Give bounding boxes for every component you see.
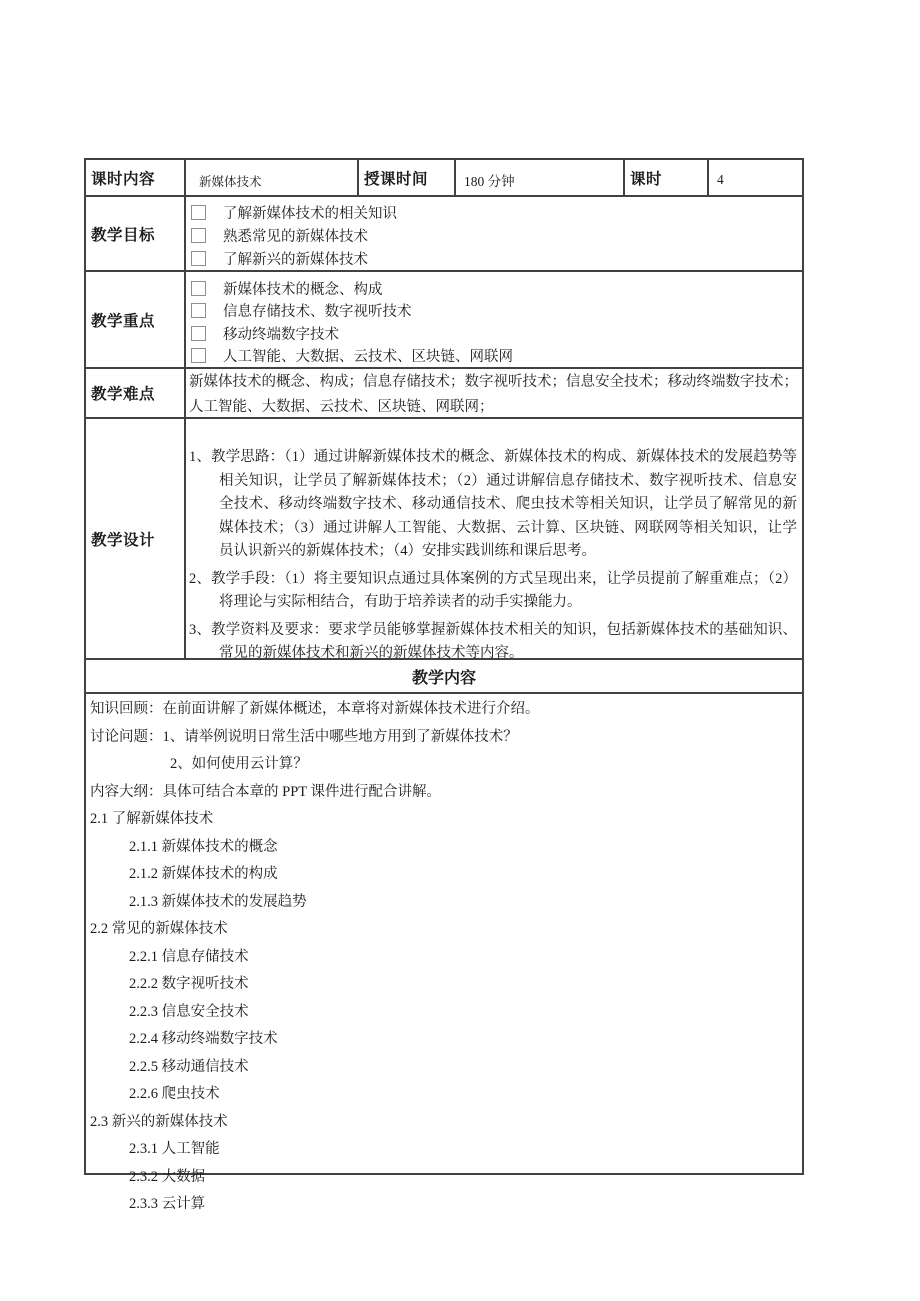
objectives-content — [186, 197, 802, 270]
checkbox-icon — [191, 303, 206, 318]
outline-item-2-2: 2.2 常见的新媒体技术 — [90, 921, 228, 937]
content-line-review: 知识回顾：在前面讲解了新媒体概述，本章将对新媒体技术进行介绍。 — [90, 701, 540, 717]
content-body — [86, 694, 802, 1212]
difficulties-text: 新媒体技术的概念、构成；信息存储技术；数字视听技术；信息安全技术；移动终端数字技术；人工智能、大数据、云技术、区块链、网联网； — [189, 374, 798, 415]
periods-value: 4 — [717, 171, 724, 187]
teach-time-label: 授课时间 — [359, 160, 456, 195]
outline-item-2-1: 2.1 了解新媒体技术 — [90, 811, 214, 827]
design-item: 1、教学思路：（1）通过讲解新媒体技术的概念、新媒体技术的构成、新媒体技术的发展趋势等相关知识，让学员了解新媒体技术；（2）通过讲解信息存储技术、数字视听技术、信息安全技术、移动终端数字技术、移动通信技术、爬虫技术等相关知识，让学员了解常见的新媒体技术；（3）通过讲解人工智能、大数据、云计算、区块链、网联网等相关知识，让学员认识新兴的新媒体技术；（4）安排实践训练和课后思考。 — [189, 449, 797, 559]
checkbox-icon — [191, 326, 206, 341]
key-points-content — [186, 272, 802, 367]
key-point-item-label: 移动终端数字技术 — [223, 326, 339, 343]
outline-item-2-2-3: 2.2.3 信息安全技术 — [129, 1003, 249, 1020]
design-label: 教学设计 — [86, 419, 186, 658]
checkbox-icon — [191, 228, 206, 243]
periods-label: 课时 — [625, 160, 709, 195]
outline-item-2-2-1: 2.2.1 信息存储技术 — [129, 948, 249, 965]
outline-item-2-1-2: 2.1.2 新媒体技术的构成 — [129, 866, 278, 882]
content-line-discussion-2: 2、如何使用云计算？ — [170, 756, 308, 772]
lesson-plan-table — [84, 158, 804, 1212]
outline-item-2-3-2: 2.3.2 大数据 — [129, 1168, 206, 1185]
design-content — [186, 419, 802, 661]
objective-item — [186, 247, 802, 270]
key-point-item-label: 人工智能、大数据、云技术、区块链、网联网 — [223, 349, 513, 366]
objectives-label: 教学目标 — [86, 197, 186, 270]
objective-item-label: 了解新媒体技术的相关知识 — [223, 206, 397, 222]
difficulties-content — [186, 369, 802, 417]
content-line-outline-intro: 内容大纲：具体可结合本章的 PPT 课件进行配合讲解。 — [90, 783, 441, 800]
key-points-row — [86, 272, 802, 369]
key-point-item — [186, 300, 802, 323]
content-body-row — [86, 694, 802, 1212]
objective-item — [186, 201, 802, 224]
objectives-row — [86, 197, 802, 272]
design-item: 3、教学资料及要求：要求学员能够掌握新媒体技术相关的知识，包括新媒体技术的基础知识、常见的新媒体技术和新兴的新媒体技术等内容。 — [189, 621, 797, 661]
lesson-content-label: 课时内容 — [86, 160, 186, 195]
outline-item-2-1-1: 2.1.1 新媒体技术的概念 — [129, 838, 278, 855]
content-line-discussion: 讨论问题：1、请举例说明日常生活中哪些地方用到了新媒体技术？ — [90, 728, 518, 745]
checkbox-icon — [191, 251, 206, 266]
lesson-content-value: 新媒体技术 — [186, 160, 359, 195]
key-point-item — [186, 322, 802, 345]
objective-item-label: 了解新兴的新媒体技术 — [223, 252, 368, 268]
outline-item-2-3-3: 2.3.3 云计算 — [129, 1196, 206, 1212]
outline-item-2-3: 2.3 新兴的新媒体技术 — [90, 1113, 228, 1130]
key-point-item — [186, 277, 802, 300]
key-point-item-label: 新媒体技术的概念、构成 — [223, 281, 383, 298]
checkbox-icon — [191, 205, 206, 220]
objective-item — [186, 224, 802, 247]
key-point-item — [186, 345, 802, 368]
checkbox-icon — [191, 281, 206, 296]
checkbox-icon — [191, 348, 206, 363]
difficulties-label: 教学难点 — [86, 369, 186, 417]
header-row — [86, 160, 802, 197]
content-section-title: 教学内容 — [411, 669, 476, 687]
difficulties-row — [86, 369, 802, 419]
key-points-label: 教学重点 — [86, 272, 186, 367]
objective-item-label: 熟悉常见的新媒体技术 — [223, 229, 368, 245]
outline-item-2-2-5: 2.2.5 移动通信技术 — [129, 1058, 249, 1075]
outline-item-2-2-2: 2.2.2 数字视听技术 — [129, 976, 249, 992]
key-point-item-label: 信息存储技术、数字视听技术 — [223, 304, 412, 321]
design-item: 2、教学手段：（1）将主要知识点通过具体案例的方式呈现出来，让学员提前了解重难点；（2）将理论与实际相结合，有助于培养读者的动手实操能力。 — [189, 570, 797, 610]
design-list — [186, 419, 802, 666]
design-row — [86, 419, 802, 660]
outline-item-2-3-1: 2.3.1 人工智能 — [129, 1141, 220, 1157]
teach-time-value: 180 分钟 — [456, 160, 625, 195]
outline-item-2-2-4: 2.2.4 移动终端数字技术 — [129, 1031, 278, 1047]
outline-item-2-1-3: 2.1.3 新媒体技术的发展趋势 — [129, 893, 307, 910]
outline-item-2-2-6: 2.2.6 爬虫技术 — [129, 1086, 220, 1102]
